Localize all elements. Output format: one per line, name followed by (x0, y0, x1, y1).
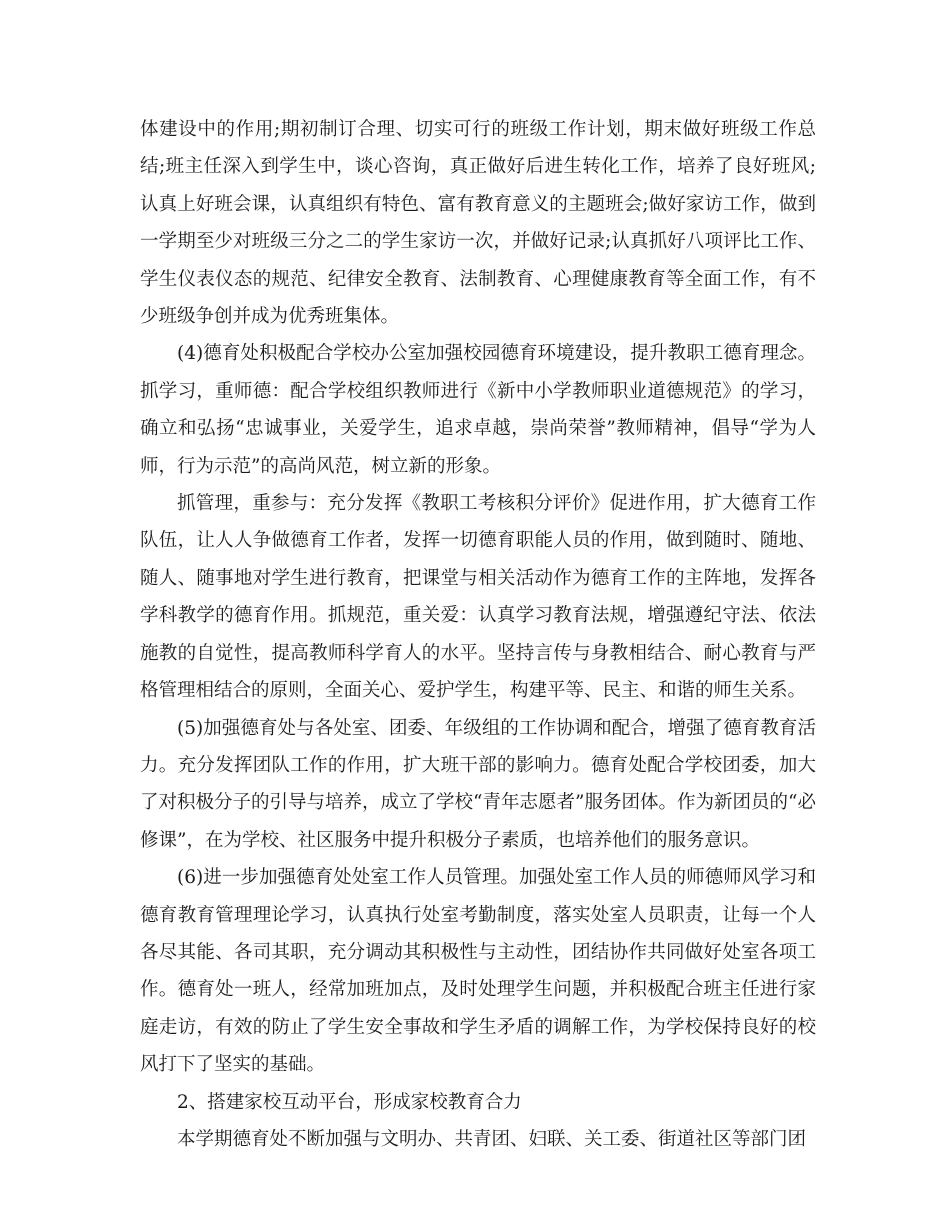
paragraph-home-school-intro: 本学期德育处不断加强与文明办、共青团、妇联、关工委、街道社区等部门团 (177, 1128, 807, 1150)
paragraph-management-participation: 抓管理，重参与：充分发挥《教职工考核积分评价》促进作用，扩大德育工作队伍，让人人争做德育工作者，发挥一切德育职能人员的作用，做到随时、随地、随人、随事地对学生进行教育，把课堂与相关活动作为德育工作的主阵地，发挥各学科教学的德育作用。抓规范，重关爱：认真学习教育法规，增强遵纪守法、依法施教的自觉性，提高教师科学育人的水平。坚持言传与身教相结合、耐心教育与严格管理相结合的原则，全面关心、爱护学生，构建平等、民主、和谐的师生关系。 (140, 493, 816, 702)
paragraph-item-4-environment: (4)德育处积极配合学校办公室加强校园德育环境建设，提升教职工德育理念。抓学习，重师德：配合学校组织教师进行《新中小学教师职业道德规范》的学习，确立和弘扬“忠诚事业，关爱学生，追求卓越，崇尚荣誉”教师精神，倡导“学为人师，行为示范”的高尚风范，树立新的形象。 (140, 343, 816, 477)
paragraph-item-6-staff-management: (6)进一步加强德育处处室工作人员管理。加强处室工作人员的师德师风学习和德育教育管理理论学习，认真执行处室考勤制度，落实处室人员职责，让每一个人各尽其能、各司其职，充分调动其积极性与主动性，团结协作共同做好处室各项工作。德育处一班人，经常加班加点，及时处理学生问题，并积极配合班主任进行家庭走访，有效的防止了学生安全事故和学生矛盾的调解工作，为学校保持良好的校风打下了坚实的基础。 (140, 867, 816, 1076)
document-body (140, 111, 816, 1158)
paragraph-class-building: 体建设中的作用;期初制订合理、切实可行的班级工作计划，期末做好班级工作总结;班主任深入到学生中，谈心咨询，真正做好后进生转化工作，培养了良好班风;认真上好班会课，认真组织有特色、富有教育意义的主题班会;做好家访工作，做到一学期至少对班级三分之二的学生家访一次，并做好记录;认真抓好八项评比工作、学生仪表仪态的规范、纪律安全教育、法制教育、心理健康教育等全面工作，有不少班级争创并成为优秀班集体。 (140, 119, 816, 328)
section-heading-home-school: 2、搭建家校互动平台，形成家校教育合力 (177, 1091, 522, 1113)
paragraph-item-5-coordination: (5)加强德育处与各处室、团委、年级组的工作协调和配合，增强了德育教育活力。充分发挥团队工作的作用，扩大班干部的影响力。德育处配合学校团委，加大了对积极分子的引导与培养，成立了学校“青年志愿者”服务团体。作为新团员的“必修课”，在为学校、社区服务中提升积极分子素质，也培养他们的服务意识。 (140, 717, 816, 851)
